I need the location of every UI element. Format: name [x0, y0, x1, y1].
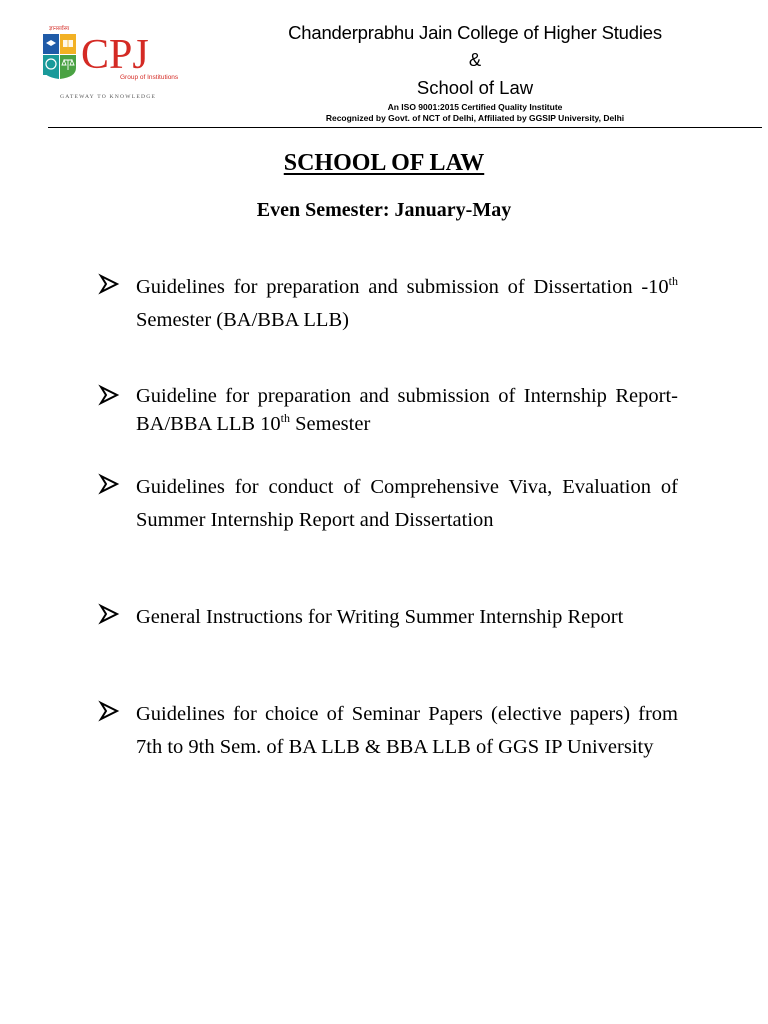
arrowhead-bullet-icon	[98, 473, 120, 495]
list-item-text	[136, 382, 678, 438]
list-item-text-rest: Semester (BA/BBA LLB)	[136, 308, 349, 331]
shield-quadrant-bottom-left	[43, 55, 59, 75]
ordinal-suffix: th	[668, 274, 678, 289]
list-item	[98, 471, 678, 536]
college-name: Chanderprabhu Jain College of Higher Studies	[288, 22, 662, 43]
letterhead	[0, 0, 768, 130]
ordinal-suffix: th	[280, 411, 291, 426]
iso-certification: An ISO 9001:2015 Certified Quality Institute	[387, 102, 563, 112]
arrowhead-bullet-icon	[98, 603, 120, 625]
cpj-logo	[40, 22, 190, 102]
shield-icon	[43, 34, 76, 79]
header-divider	[48, 127, 762, 128]
list-item-text-main: General Instructions for Writing Summer Internship Report	[136, 606, 624, 628]
letterhead-text	[190, 20, 760, 124]
list-item	[98, 698, 678, 763]
header-ampersand: &	[468, 49, 482, 70]
list-item-text-main: Guideline for preparation and submission of Internship Report- BA/BBA LLB 10	[136, 385, 678, 435]
list-item-text-main: Guidelines for preparation and submission of Dissertation -10	[136, 276, 669, 298]
list-item	[98, 601, 678, 634]
recognition-line: Recognized by Govt. of NCT of Delhi, Affiliated by GGSIP University, Delhi	[325, 113, 625, 123]
arrowhead-bullet-icon	[98, 700, 120, 722]
arrowhead-bullet-icon	[98, 384, 120, 406]
document-subtitle: Even Semester: January-May	[256, 199, 512, 221]
list-item-text-rest: Semester	[290, 413, 371, 435]
list-item-text	[136, 601, 678, 634]
logo-group-text: Group of Institutions	[120, 74, 179, 81]
list-item-text-main: Guidelines for choice of Seminar Papers (elective papers) from 7th to 9th Sem. of BA LLB & BBA LLB of GGS IP University	[136, 703, 678, 758]
logo-brand: CPJ	[81, 32, 149, 78]
arrowhead-bullet-icon	[98, 273, 120, 295]
list-item-text	[136, 698, 678, 763]
list-item-text-main: Guidelines for conduct of Comprehensive Viva, Evaluation of Summer Internship Report and Dissertation	[136, 476, 678, 531]
logo-motto: ज्ञानसर्वस्य	[48, 26, 70, 32]
list-item	[98, 271, 678, 336]
list-item-text	[136, 271, 678, 336]
school-name: School of Law	[416, 77, 534, 98]
list-item	[98, 382, 678, 438]
document-title	[0, 148, 768, 178]
document-title-text: SCHOOL OF LAW	[283, 150, 485, 176]
logo-tagline: GATEWAY TO KNOWLEDGE	[60, 94, 157, 100]
list-item-text	[136, 471, 678, 536]
